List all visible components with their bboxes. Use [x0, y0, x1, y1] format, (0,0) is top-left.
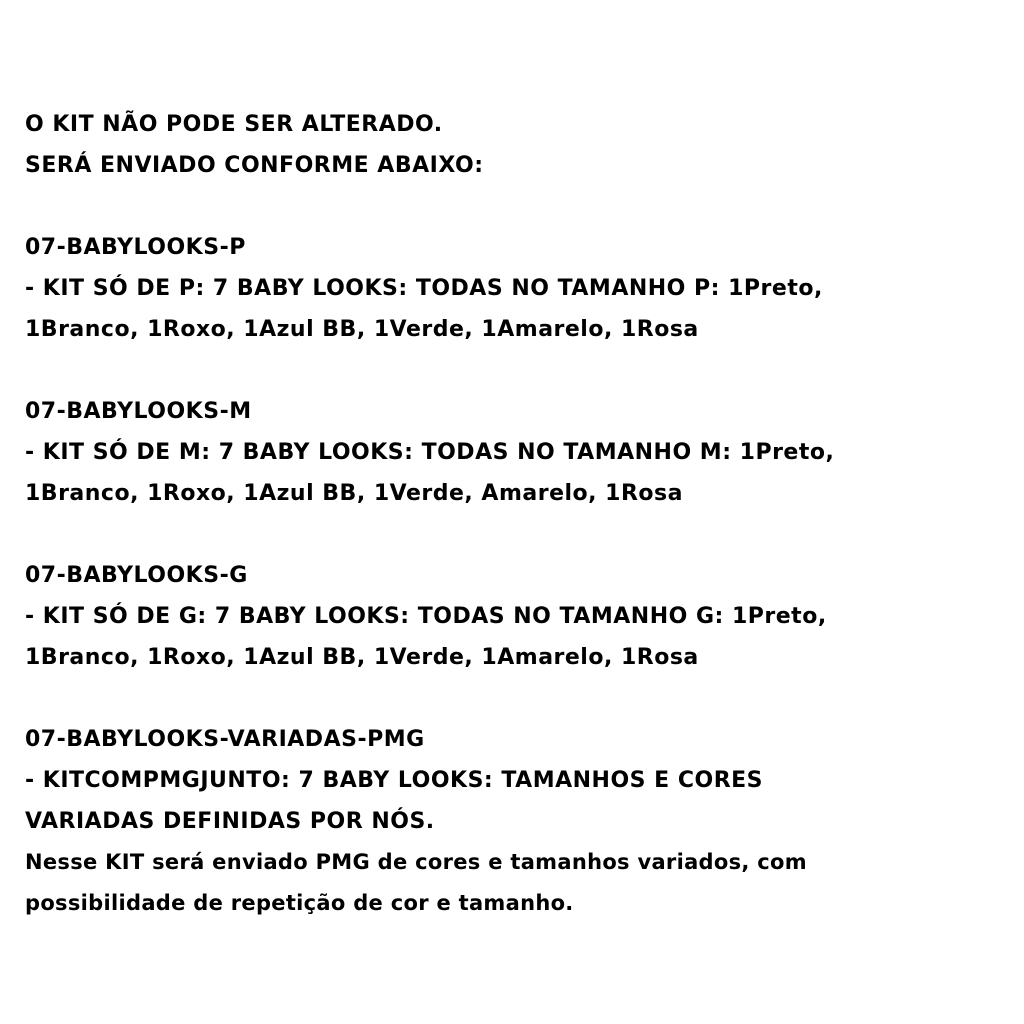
kit-section-variadas-pmg [25, 719, 1015, 924]
kit-code: 07-BABYLOOKS-VARIADAS-PMG [25, 727, 425, 752]
kit-description-line-2: 1Branco, 1Roxo, 1Azul BB, 1Verde, Amarelo, 1Rosa [25, 481, 683, 506]
kit-description-line-1: - KIT SÓ DE M: 7 BABY LOOKS: TODAS NO TAMANHO M: 1Preto, [25, 440, 835, 465]
kit-code: 07-BABYLOOKS-P [25, 235, 246, 260]
kit-description-line-2: 1Branco, 1Roxo, 1Azul BB, 1Verde, 1Amarelo, 1Rosa [25, 645, 699, 670]
header-line-1: O KIT NÃO PODE SER ALTERADO. [25, 112, 443, 137]
kit-description-line-1: - KIT SÓ DE P: 7 BABY LOOKS: TODAS NO TAMANHO P: 1Preto, [25, 276, 823, 301]
spacer [25, 350, 1015, 391]
kit-note-line-1: Nesse KIT será enviado PMG de cores e tamanhos variados, com [25, 850, 807, 874]
spacer [25, 514, 1015, 555]
kit-notice-document [25, 104, 1015, 924]
kit-description-line-2: VARIADAS DEFINIDAS POR NÓS. [25, 809, 435, 834]
header-line-2: SERÁ ENVIADO CONFORME ABAIXO: [25, 153, 484, 178]
kit-section-g [25, 555, 1015, 678]
spacer [25, 678, 1015, 719]
kit-note-line-2: possibilidade de repetição de cor e tamanho. [25, 891, 574, 915]
kit-description-line-2: 1Branco, 1Roxo, 1Azul BB, 1Verde, 1Amarelo, 1Rosa [25, 317, 699, 342]
kit-section-p [25, 227, 1015, 350]
kit-code: 07-BABYLOOKS-G [25, 563, 248, 588]
kit-description-line-1: - KITCOMPMGJUNTO: 7 BABY LOOKS: TAMANHOS E CORES [25, 768, 764, 793]
kit-section-m [25, 391, 1015, 514]
spacer [25, 186, 1015, 227]
kit-code: 07-BABYLOOKS-M [25, 399, 252, 424]
kit-description-line-1: - KIT SÓ DE G: 7 BABY LOOKS: TODAS NO TAMANHO G: 1Preto, [25, 604, 827, 629]
